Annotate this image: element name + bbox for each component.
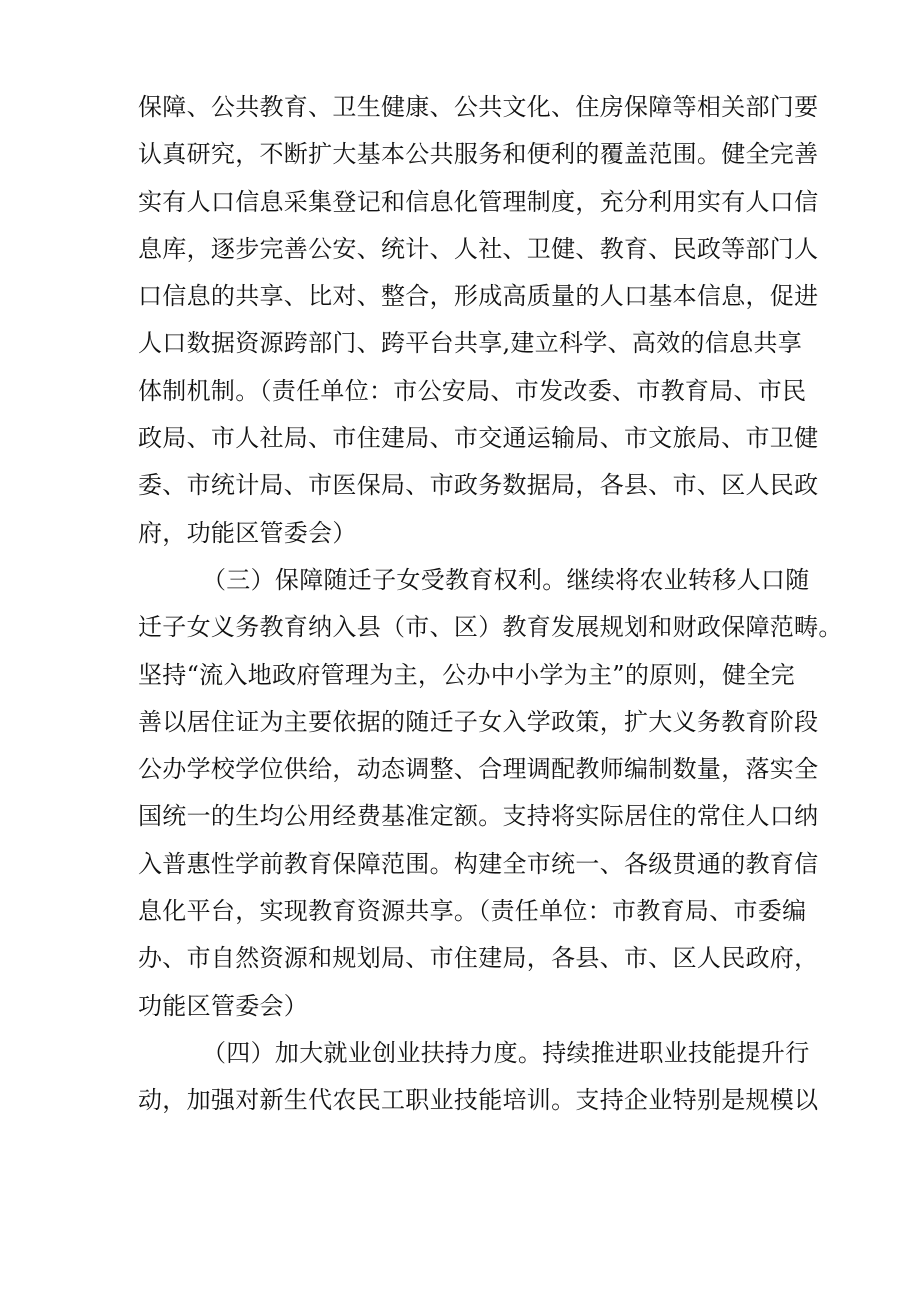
- paragraph-section-4: [138, 1030, 819, 1125]
- text-line: 功能区管委会）: [138, 991, 309, 1020]
- text-line: 口信息的共享、比对、整合，形成高质量的人口基本信息，促进: [138, 282, 819, 311]
- paragraph-section-3: [138, 557, 843, 1030]
- text-line: 政局、市人社局、市住建局、市交通运输局、市文旅局、市卫健: [138, 424, 819, 453]
- text-line: 公办学校学位供给，动态调整、合理调配教师编制数量，落实全: [138, 755, 819, 784]
- text-line: 办、市自然资源和规划局、市住建局，各县、市、区人民政府，: [138, 944, 819, 973]
- paragraph-continuation: [138, 84, 819, 557]
- text-line: 国统一的生均公用经费基准定额。支持将实际居住的常住人口纳: [138, 802, 819, 831]
- text-line: 体制机制。（责任单位：市公安局、市发改委、市教育局、市民: [138, 376, 807, 405]
- document-body: [138, 84, 843, 1125]
- text-line: 迁子女义务教育纳入县（市、区）教育发展规划和财政保障范畴。: [138, 613, 843, 642]
- text-line: 入普惠性学前教育保障范围。构建全市统一、各级贯通的教育信: [138, 849, 819, 878]
- text-line: 善以居住证为主要依据的随迁子女入学政策，扩大义务教育阶段: [138, 707, 819, 736]
- text-line: 人口数据资源跨部门、跨平台共享,建立科学、高效的信息共享: [138, 329, 803, 358]
- text-line: 委、市统计局、市医保局、市政务数据局，各县、市、区人民政: [138, 471, 819, 500]
- text-line: 保障、公共教育、卫生健康、公共文化、住房保障等相关部门要: [138, 93, 819, 121]
- text-line: 府，功能区管委会）: [138, 518, 357, 547]
- text-line: 息库，逐步完善公安、统计、人社、卫健、教育、民政等部门人: [138, 234, 819, 263]
- section-heading-line: （三）保障随迁子女受教育权利。继续将农业转移人口随: [202, 565, 810, 594]
- text-line: 坚持“流入地政府管理为主，公办中小学为主”的原则，健全完: [138, 660, 795, 689]
- text-line: 息化平台，实现教育资源共享。（责任单位：市教育局、市委编: [138, 897, 807, 926]
- text-line: 认真研究，不断扩大基本公共服务和便利的覆盖范围。健全完善: [138, 140, 819, 169]
- text-line: 实有人口信息采集登记和信息化管理制度，充分利用实有人口信: [138, 187, 819, 216]
- text-line: 动，加强对新生代农民工职业技能培训。支持企业特别是规模以: [138, 1086, 819, 1115]
- section-heading-line: （四）加大就业创业扶持力度。持续推进职业技能提升行: [202, 1038, 810, 1067]
